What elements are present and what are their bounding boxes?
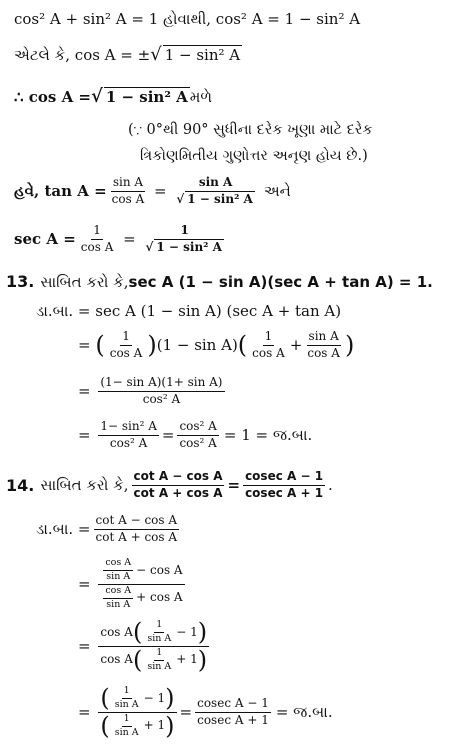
tan-suffix: અને xyxy=(263,182,291,201)
cos-plusminus-text: એટલે કે, cos A = ± xyxy=(14,45,151,64)
tan-line: હવે, tan A = $\frac{\text{sin A}}{\text{cos A}}$ = $\frac{\text{sin A}}{\text{√ 1 − sin² A}}$ અને xyxy=(14,175,291,206)
cos-result-prefix: ∴ cos A = xyxy=(14,87,91,106)
q13-s3-frac2: $\frac{\text{cos² A}}{\text{cos² A}}$ xyxy=(179,419,217,450)
cos-plusminus-line xyxy=(14,44,242,65)
tan-root-fraction: $\frac{\text{sin A}}{\text{√ 1 − sin² A}}$ xyxy=(176,175,253,206)
q13-s3-frac1: $\frac{\text{1− sin² A}}{\text{cos² A}}$ xyxy=(100,419,157,450)
tan-prefix: હવે, tan A = xyxy=(14,182,107,201)
q13-step3: = $\frac{\text{1− sin² A}}{\text{cos² A}}$ = $\frac{\text{cos² A}}{\text{cos² A}}$ = 1 = જ.બા. xyxy=(78,419,313,450)
q14-step1: = $\frac{\text{cos A}}{\text{sin A}}$ − cos A $\frac{\text{cos A}}{\text{sin A}}$ + cos A xyxy=(78,557,183,610)
sqrt-sign: √ xyxy=(91,86,103,107)
q13-number: 13. xyxy=(6,272,35,291)
q14-s3-frac1: ( $\frac{1}{\text{sin A}}$ − 1 ) ( $\frac{1}{\text{sin A}}$ + 1 ) xyxy=(100,684,175,741)
q14-lhs-label: ડા.બા. = xyxy=(36,520,91,539)
tan-fraction: $\frac{\text{sin A}}{\text{cos A}}$ xyxy=(111,175,145,206)
q14-s1-frac: $\frac{\text{cos A}}{\text{sin A}}$ − cos A $\frac{\text{cos A}}{\text{sin A}}$ + cos A xyxy=(98,558,184,611)
q13-expression: sec A (1 − sin A)(sec A + tan A) = 1. xyxy=(128,272,433,291)
sqrt-content: 1 − sin² A xyxy=(164,46,241,64)
sec-line: sec A = $\frac{1}{\text{cos A}}$ = $\frac{1}{\text{√ 1 − sin² A}}$ xyxy=(14,224,229,255)
sqrt-sign: √ xyxy=(150,44,162,65)
note-line-1 xyxy=(128,122,373,138)
sec-root-fraction: $\frac{1}{\text{√ 1 − sin² A}}$ xyxy=(145,223,222,254)
sec-fraction: $\frac{1}{\text{cos A}}$ xyxy=(80,223,114,254)
note-text-2: ત્રિકોણમિતીય ગુણોત્તર અનૃણ હોય છે.) xyxy=(140,148,368,164)
sec-prefix: sec A = xyxy=(14,230,76,249)
q14-number: 14. xyxy=(6,475,35,495)
q13-lhs xyxy=(36,302,341,320)
q13-s3-tail: = 1 = જ.બા. xyxy=(223,426,313,445)
q14-statement: 14. સાબિત કરો કે, $\frac{\text{cot A − cos A}}{\text{cot A + cos A}}$ = $\frac{\text{cosec A − 1}}{\text{cosec A + 1}}$ . xyxy=(6,469,333,500)
q14-lhs-frac: $\frac{\text{cot A − cos A}}{\text{cot A + cos A}}$ xyxy=(95,513,178,544)
note-text-1: (∵ 0°થી 90° સુધીના દરેક ખૂણા માટે દરેક xyxy=(128,122,373,138)
q14-s3-frac2: $\frac{\text{cosec A − 1}}{\text{cosec A + 1}}$ xyxy=(197,696,269,727)
q14-step2: = cos A ( $\frac{1}{\text{sin A}}$ − 1 ) cos A ( $\frac{1}{\text{sin A}}$ + 1 ) xyxy=(78,618,208,675)
sqrt-content: 1 − sin² A xyxy=(105,88,188,106)
identity-line xyxy=(14,10,360,28)
q13-s2-frac: $\frac{\text{(1− sin A)(1+ sin A)}}{\text{cos² A}}$ xyxy=(100,375,223,406)
q14-s3-tail: = જ.બા. xyxy=(275,703,333,722)
q14-step3: = ( $\frac{1}{\text{sin A}}$ − 1 ) ( $\frac{1}{\text{sin A}}$ + 1 ) = $\frac{\text{cosec A − 1}}{\text{cosec A + 1}}$ = જ.બા. xyxy=(78,684,333,741)
q13-step1: = ( $\frac{1}{\text{cos A}}$ ) (1 − sin A) ( $\frac{1}{\text{cos A}}$ + $\frac{\text{sin A}}{\text{cos A}}$ ) xyxy=(78,329,355,360)
q14-st-frac1: $\frac{\text{cot A − cos A}}{\text{cot A + cos A}}$ xyxy=(133,469,223,500)
note-line-2 xyxy=(140,148,368,164)
identity-text: cos² A + sin² A = 1 હોવાથી, cos² A = 1 − sin² A xyxy=(14,10,361,28)
q13-lhs-text: ડા.બા. = sec A (1 − sin A) (sec A + tan A) xyxy=(36,302,342,320)
q14-prompt: સાબિત કરો કે, xyxy=(40,476,129,495)
q13-statement xyxy=(6,272,433,291)
q13-s1-frac2: $\frac{1}{\text{cos A}}$ xyxy=(252,329,285,360)
q14-lhs xyxy=(36,514,182,545)
q13-s1-frac1: $\frac{1}{\text{cos A}}$ xyxy=(109,329,143,360)
q13-s1-frac3: $\frac{\text{sin A}}{\text{cos A}}$ xyxy=(307,329,340,360)
cos-result-line xyxy=(14,86,212,107)
q14-s2-frac: cos A ( $\frac{1}{\text{sin A}}$ − 1 ) cos A ( $\frac{1}{\text{sin A}}$ + 1 ) xyxy=(100,618,208,675)
q14-st-frac2: $\frac{\text{cosec A − 1}}{\text{cosec A + 1}}$ xyxy=(245,469,324,500)
q13-step2: = $\frac{\text{(1− sin A)(1+ sin A)}}{\text{cos² A}}$ xyxy=(78,375,223,406)
q13-prompt: સાબિત કરો કે, xyxy=(40,272,129,291)
cos-result-suffix: મળે xyxy=(189,87,213,106)
q13-s1-mid: (1 − sin A) xyxy=(156,336,238,355)
